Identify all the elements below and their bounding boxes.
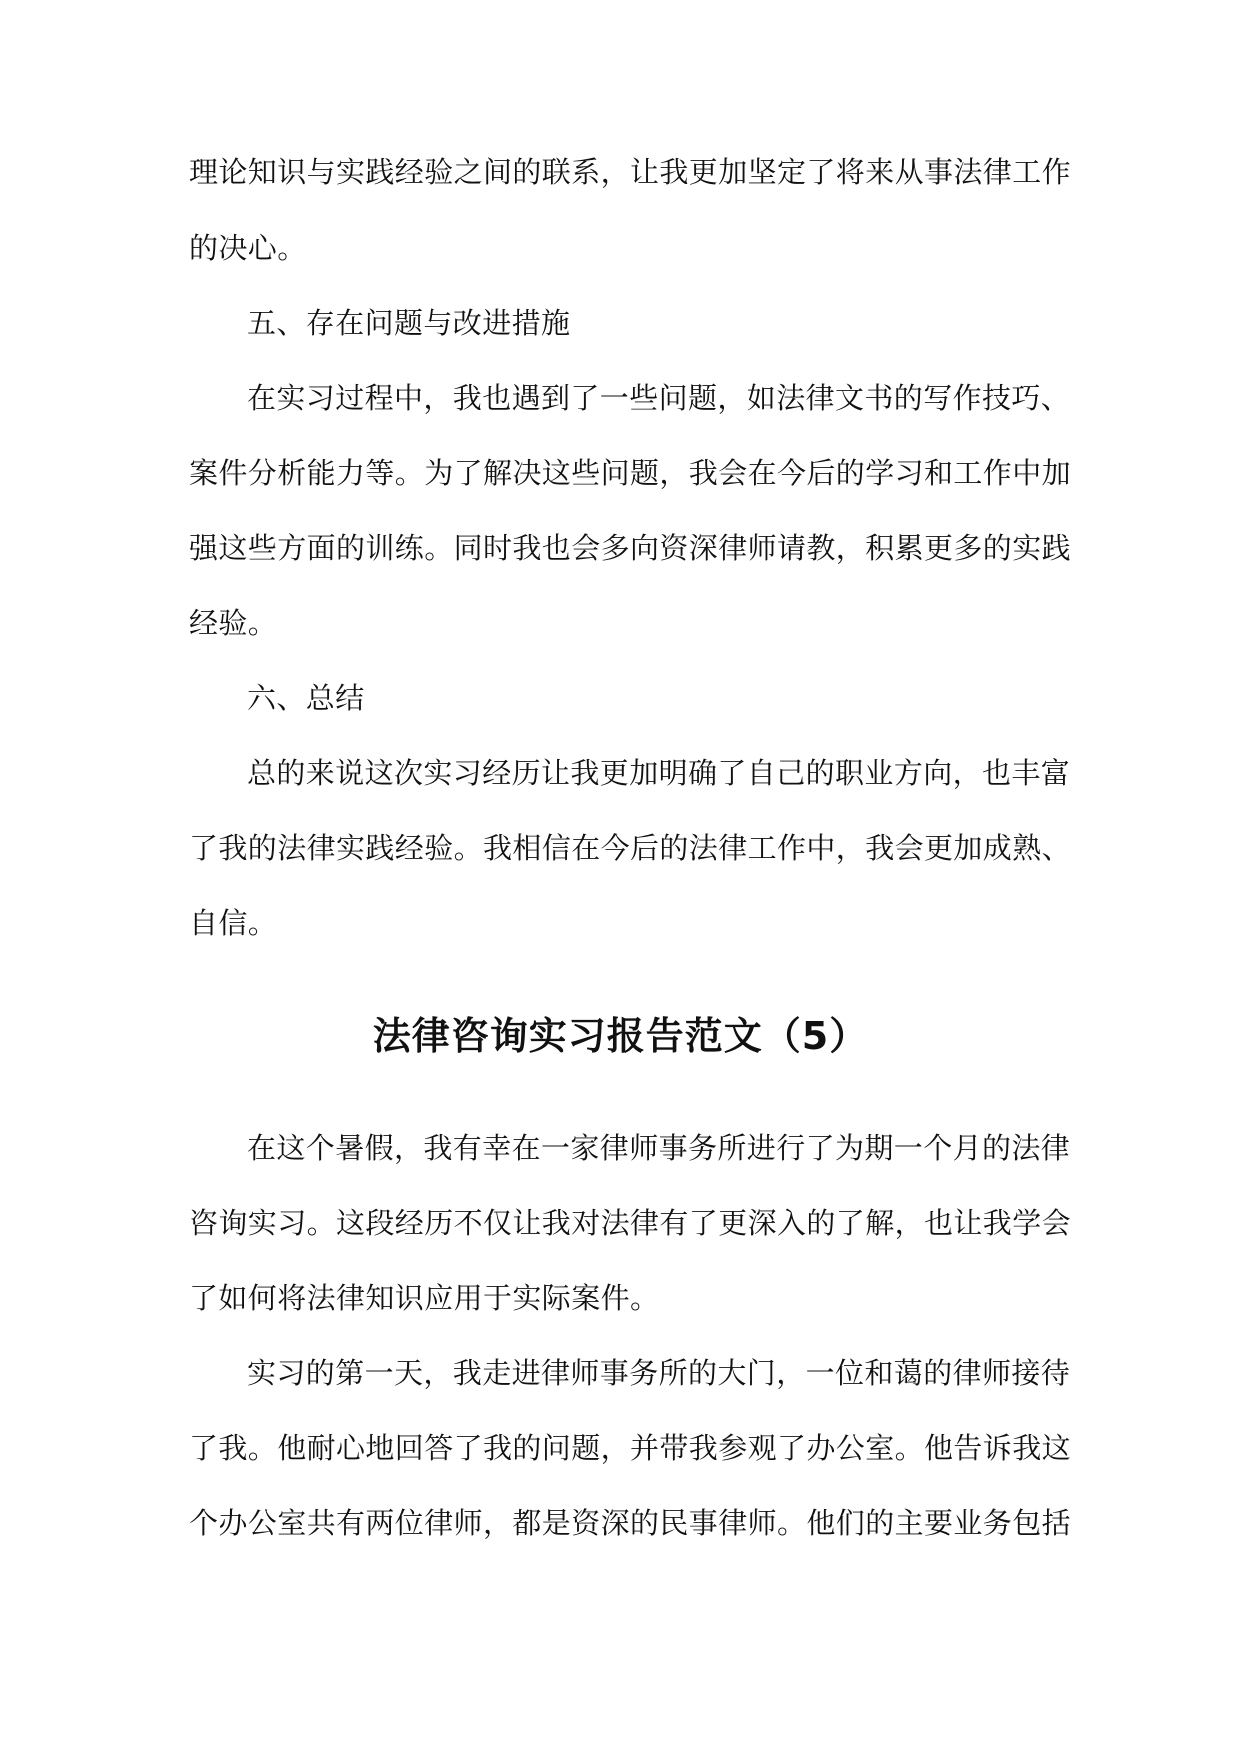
paragraph-line: 总的来说这次实习经历让我更加明确了自己的职业方向，也丰富: [247, 756, 1071, 790]
paragraph-line: 了我的法律实践经验。我相信在今后的法律工作中，我会更加成熟、: [189, 831, 1072, 865]
paragraph-line: 了如何将法律知识应用于实际案件。: [189, 1281, 660, 1315]
paragraph-line: 强这些方面的训练。同时我也会多向资深律师请教，积累更多的实践: [189, 531, 1072, 565]
paragraph-line: 在这个暑假，我有幸在一家律师事务所进行了为期一个月的法律: [247, 1131, 1071, 1165]
paragraph-line: 自信。: [189, 906, 278, 940]
paragraph-line: 个办公室共有两位律师，都是资深的民事律师。他们的主要业务包括: [189, 1506, 1072, 1540]
paragraph-line: 经验。: [189, 606, 278, 640]
document-title: 法律咨询实习报告范文（5）: [372, 1014, 869, 1058]
paragraph-line: 理论知识与实践经验之间的联系，让我更加坚定了将来从事法律工作: [189, 155, 1072, 189]
section-heading: 六、总结: [247, 681, 365, 715]
paragraph-line: 的决心。: [189, 231, 307, 265]
paragraph-line: 咨询实习。这段经历不仅让我对法律有了更深入的了解，也让我学会: [189, 1206, 1072, 1240]
paragraph-line: 实习的第一天，我走进律师事务所的大门，一位和蔼的律师接待: [247, 1356, 1071, 1390]
section-heading: 五、存在问题与改进措施: [247, 306, 571, 340]
paragraph-line: 案件分析能力等。为了解决这些问题，我会在今后的学习和工作中加: [189, 456, 1072, 490]
paragraph-line: 在实习过程中，我也遇到了一些问题，如法律文书的写作技巧、: [247, 381, 1071, 415]
paragraph-line: 了我。他耐心地回答了我的问题，并带我参观了办公室。他告诉我这: [189, 1431, 1072, 1465]
